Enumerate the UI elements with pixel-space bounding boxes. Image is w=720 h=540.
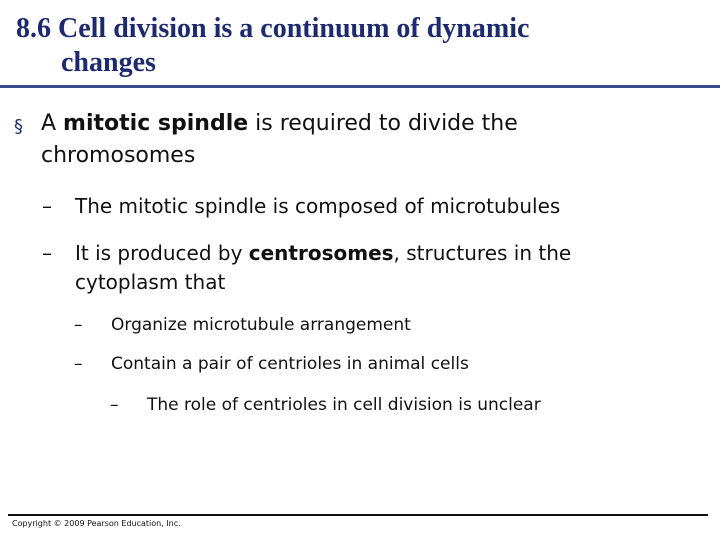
dash-bullet-icon: – <box>74 315 83 335</box>
slide-title-line-2: changes <box>61 47 156 78</box>
bullet-text <box>14 108 654 172</box>
bullet-text-suffix: is required to divide the chromosomes <box>41 111 518 168</box>
dash-bullet-icon: – <box>42 241 52 265</box>
bullet-level2-microtubules <box>42 192 662 221</box>
bullet-level1-mitotic-spindle <box>14 108 654 172</box>
dash-bullet-icon: – <box>42 194 52 218</box>
bullet-text <box>42 239 662 297</box>
slide-title <box>16 12 706 80</box>
dash-bullet-icon: – <box>110 395 119 415</box>
bullet-text-suffix: , structures in the cytoplasm that <box>75 241 572 294</box>
slide-title-line-1: 8.6 Cell division is a continuum of dynamic <box>16 13 530 44</box>
bullet-level3-organize <box>74 313 674 337</box>
bullet-text: The role of centrioles in cell division is unclear <box>147 395 541 415</box>
copyright-notice: Copyright © 2009 Pearson Education, Inc. <box>12 519 181 528</box>
bullet-term-mitotic-spindle: mitotic spindle <box>63 111 249 136</box>
bullet-text: The mitotic spindle is composed of microtubules <box>75 194 561 218</box>
bullet-level3-centrioles <box>74 352 674 376</box>
bullet-text-prefix: A <box>41 111 64 136</box>
bullet-level4-role-unclear <box>110 393 690 417</box>
bullet-level2-centrosomes <box>42 239 662 297</box>
bullet-term-centrosomes: centrosomes <box>248 241 394 265</box>
bullet-text: Organize microtubule arrangement <box>111 315 411 335</box>
bullet-text: Contain a pair of centrioles in animal cells <box>111 354 469 374</box>
bullet-text-prefix: It is produced by <box>75 241 249 265</box>
dash-bullet-icon: – <box>74 354 83 374</box>
square-bullet-icon: § <box>14 116 23 137</box>
footer-divider <box>8 514 708 516</box>
title-divider <box>0 85 720 88</box>
